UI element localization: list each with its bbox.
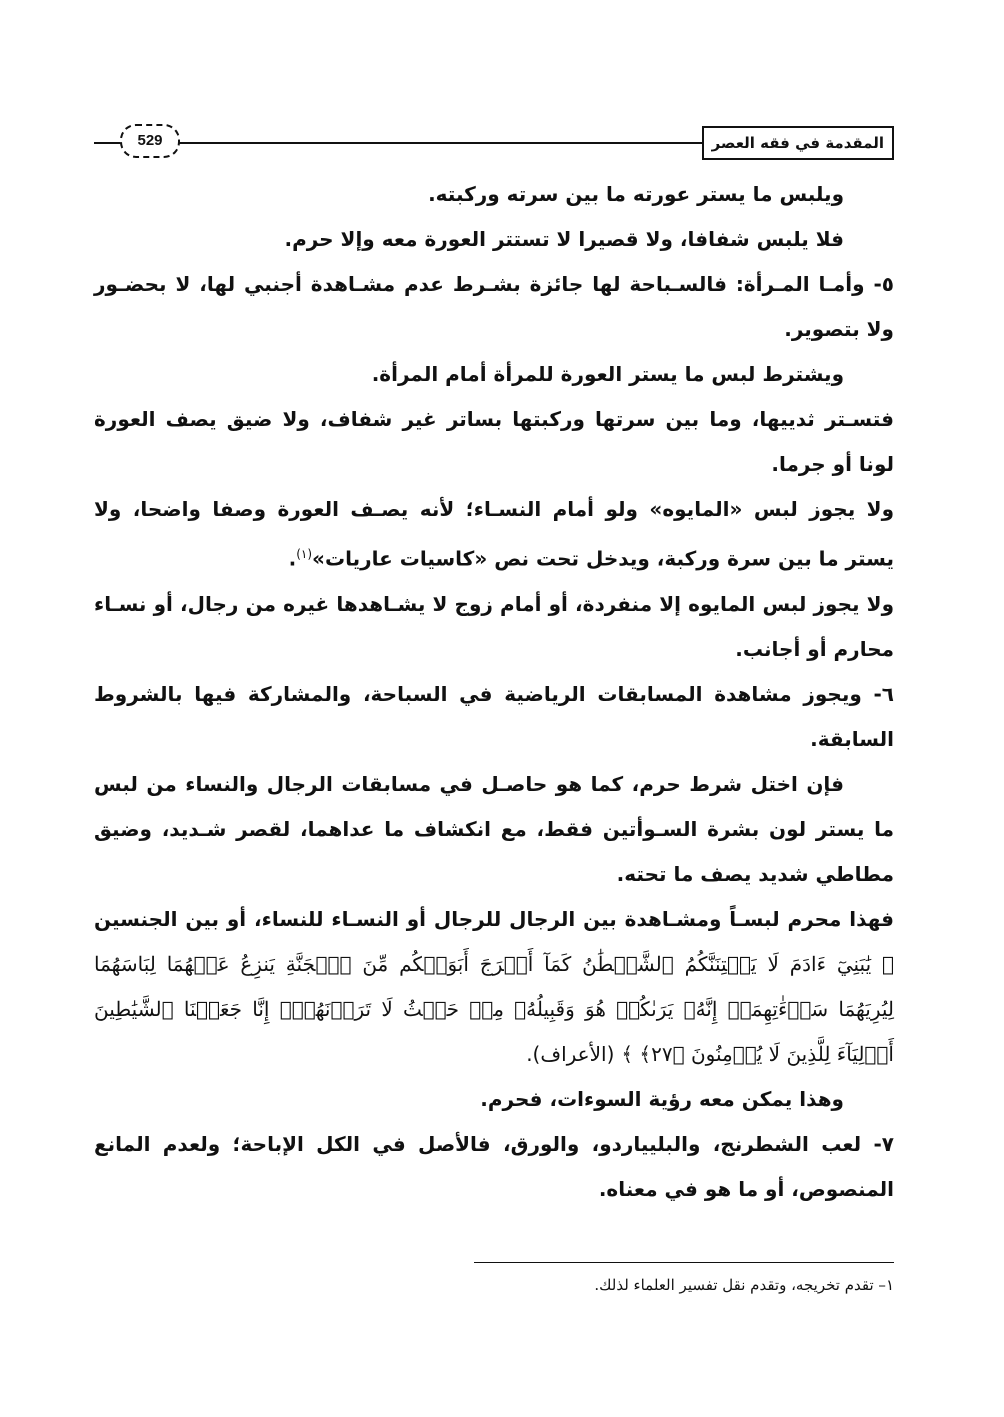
paragraph: ويشترط لبس ما يستر العورة للمرأة أمام المرأة.	[371, 362, 844, 386]
paragraph	[94, 897, 894, 1077]
footnote: ١– تقدم تخريجه، وتقدم نقل تفسير العلماء لذلك.	[594, 1276, 894, 1294]
paragraph: فإن اختل شرط حرم، كما هو حاصـل في مسابقات الرجال والنساء من لبس ما يستر لون بشرة السـوأتين فقط، مع انكشاف ما عداهما، لقصر شـديد، وضيق مطاطي شديد يصف ما تحته.	[94, 771, 894, 886]
page-header	[94, 118, 894, 158]
page-number: 529	[120, 124, 180, 158]
paragraph: ويلبس ما يستر عورته ما بين سرته وركبته.	[428, 182, 844, 206]
footnote-marker: (١)	[296, 547, 313, 561]
paragraph: ولا يجوز لبس «المايوه» ولو أمام النسـاء؛ لأنه يصـف العورة وصفا واضحا، ولا يستر ما بين سرة وركبة، ويدخل تحت نص «كاسيات عاريات»$^{(١)}$.	[94, 497, 894, 571]
footnote-separator	[474, 1262, 894, 1263]
main-text	[94, 172, 894, 1212]
quran-verse: ﴿ يَٰبَنِيٓ ءَادَمَ لَا يَفۡتِنَنَّكُمُ ٱلشَّيۡطَٰنُ كَمَآ أَخۡرَجَ أَبَوَيۡكُم مِّنَ ٱلۡجَنَّةِ يَنزِعُ عَنۡهُمَا لِبَاسَهُمَا لِيُرِيَهُمَا سَوۡءَٰتِهِمَآۚ إِنَّهُۥ يَرَىٰكُمۡ هُوَ وَقَبِيلُهُۥ مِنۡ حَيۡثُ لَا تَرَوۡنَهُمۡۗ إِنَّا جَعَلۡنَا ٱلشَّيَٰطِينَ أَوۡلِيَآءَ لِلَّذِينَ لَا يُؤۡمِنُونَ ﴿٢٧﴾ ﴾	[94, 951, 894, 1066]
paragraph: فلا يلبس شفافا، ولا قصيرا لا تستتر العورة معه وإلا حرم.	[284, 227, 844, 251]
paragraph: ٥- وأمـا المـرأة: فالسـباحة لها جائزة بشـرط عدم مشـاهدة أجنبي لها، لا بحضـور ولا بتصوير.	[94, 272, 894, 341]
surah-reference: (الأعراف).	[526, 1041, 615, 1066]
paragraph: وهذا يمكن معه رؤية السوءات، فحرم.	[480, 1086, 844, 1111]
paragraph: ٧- لعب الشطرنج، والبليياردو، والورق، فالأصل في الكل الإباحة؛ ولعدم المانع المنصوص، أو ما هو في معناه.	[94, 1131, 894, 1201]
paragraph: ولا يجوز لبس المايوه إلا منفردة، أو أمام زوج لا يشـاهدها غيره من رجال، أو نسـاء محارم أو أجانب.	[94, 591, 894, 661]
book-title: المقدمة في فقه العصر	[702, 126, 894, 160]
paragraph-text: فهذا محرم لبسـاً ومشـاهدة بين الرجال للرجال أو النسـاء للنساء، أو بين الجنسين	[94, 906, 894, 931]
paragraph: ٦- ويجوز مشاهدة المسابقات الرياضية في السباحة، والمشاركة فيها بالشروط السابقة.	[94, 681, 894, 751]
paragraph-text: ولا يجوز لبس «المايوه» ولو أمام النسـاء؛ لأنه يصـف العورة وصفا واضحا، ولا يستر ما بين سرة وركبة، ويدخل تحت نص «كاسيات عاريات»	[94, 497, 894, 571]
paragraph: فتسـتر ثدييها، وما بين سرتها وركبتها بساتر غير شفاف، ولا ضيق يصف العورة لونا أو جرما.	[94, 407, 894, 476]
